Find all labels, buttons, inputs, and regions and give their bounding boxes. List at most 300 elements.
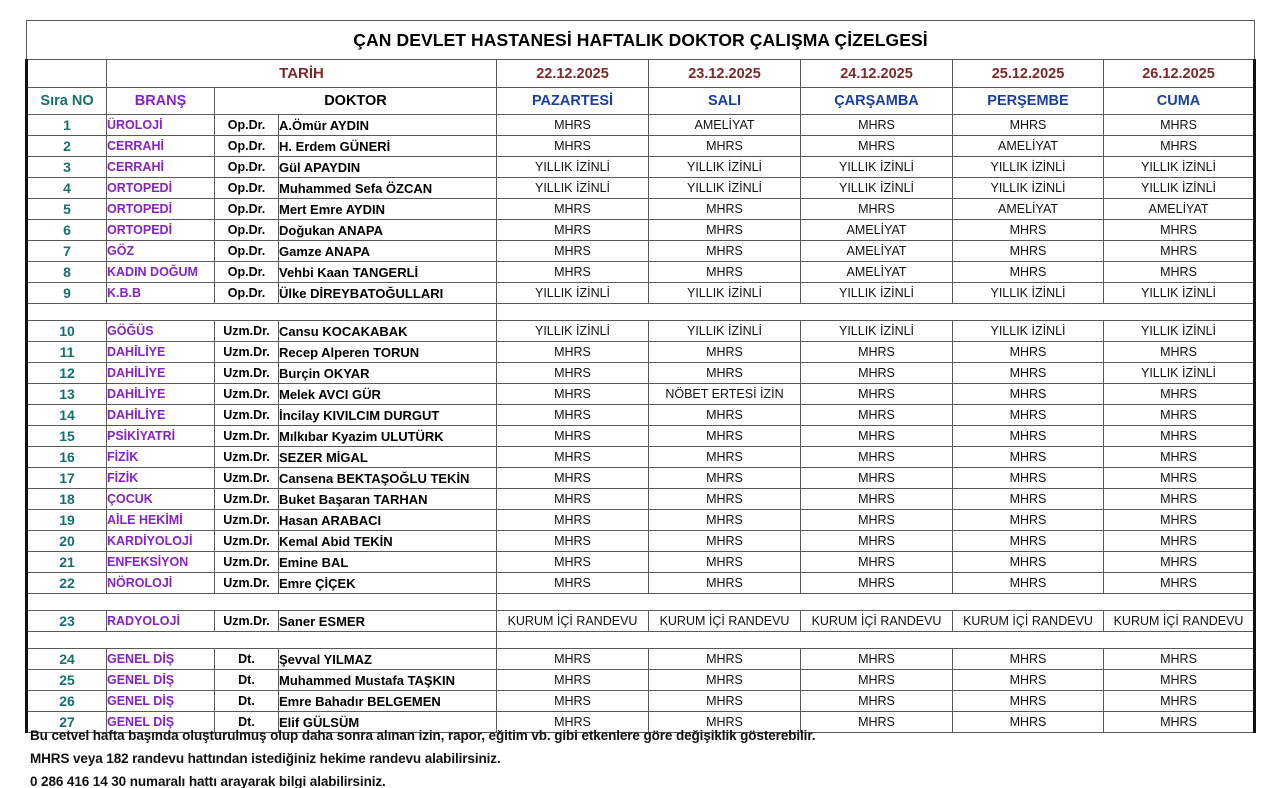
cell-status-day-5[interactable]: YILLIK İZİNLİ bbox=[1104, 283, 1255, 304]
cell-unvan: Uzm.Dr. bbox=[215, 489, 279, 510]
cell-status-day-2[interactable]: MHRS bbox=[649, 649, 801, 670]
cell-unvan: Uzm.Dr. bbox=[215, 552, 279, 573]
cell-brans: ORTOPEDİ bbox=[107, 199, 215, 220]
cell-status-day-4[interactable]: YILLIK İZİNLİ bbox=[953, 283, 1104, 304]
cell-status-day-5[interactable]: MHRS bbox=[1104, 510, 1255, 531]
cell-status-day-5[interactable]: MHRS bbox=[1104, 136, 1255, 157]
cell-status-day-3[interactable]: MHRS bbox=[801, 573, 953, 594]
cell-status-day-5[interactable]: MHRS bbox=[1104, 220, 1255, 241]
table-row bbox=[27, 573, 1255, 594]
cell-status-day-3[interactable]: MHRS bbox=[801, 691, 953, 712]
cell-status-day-4[interactable]: MHRS bbox=[953, 649, 1104, 670]
table-row bbox=[27, 363, 1255, 384]
header-column-row bbox=[27, 88, 1255, 115]
spacer-cell-right bbox=[497, 304, 1255, 321]
cell-status-day-2[interactable]: YILLIK İZİNLİ bbox=[649, 178, 801, 199]
cell-status-day-5[interactable]: MHRS bbox=[1104, 426, 1255, 447]
spacer-cell-left bbox=[27, 594, 497, 611]
cell-brans: FİZİK bbox=[107, 447, 215, 468]
cell-unvan: Op.Dr. bbox=[215, 178, 279, 199]
cell-status-day-4[interactable]: AMELİYAT bbox=[953, 136, 1104, 157]
cell-status-day-4[interactable]: AMELİYAT bbox=[953, 199, 1104, 220]
table-row bbox=[27, 510, 1255, 531]
cell-status-day-4[interactable]: MHRS bbox=[953, 712, 1104, 733]
cell-sira-no: 14 bbox=[27, 405, 107, 426]
cell-status-day-1[interactable]: MHRS bbox=[497, 649, 649, 670]
cell-unvan: Dt. bbox=[215, 670, 279, 691]
cell-status-day-5[interactable]: MHRS bbox=[1104, 670, 1255, 691]
cell-status-day-2[interactable]: MHRS bbox=[649, 573, 801, 594]
cell-status-day-5[interactable]: KURUM İÇİ RANDEVU bbox=[1104, 611, 1255, 632]
cell-status-day-3[interactable]: MHRS bbox=[801, 405, 953, 426]
cell-sira-no: 9 bbox=[27, 283, 107, 304]
cell-status-day-1[interactable]: KURUM İÇİ RANDEVU bbox=[497, 611, 649, 632]
cell-status-day-3[interactable]: MHRS bbox=[801, 447, 953, 468]
header-doktor: DOKTOR bbox=[215, 88, 497, 115]
cell-status-day-5[interactable]: MHRS bbox=[1104, 552, 1255, 573]
cell-status-day-4[interactable]: MHRS bbox=[953, 691, 1104, 712]
cell-unvan: Uzm.Dr. bbox=[215, 531, 279, 552]
cell-doktor-adi: Cansu KOCAKABAK bbox=[279, 321, 497, 342]
cell-status-day-3[interactable]: MHRS bbox=[801, 712, 953, 733]
cell-unvan: Op.Dr. bbox=[215, 283, 279, 304]
cell-sira-no: 26 bbox=[27, 691, 107, 712]
cell-sira-no: 21 bbox=[27, 552, 107, 573]
cell-sira-no: 24 bbox=[27, 649, 107, 670]
cell-status-day-4[interactable]: MHRS bbox=[953, 262, 1104, 283]
cell-sira-no: 19 bbox=[27, 510, 107, 531]
cell-status-day-1[interactable]: MHRS bbox=[497, 573, 649, 594]
cell-unvan: Uzm.Dr. bbox=[215, 510, 279, 531]
spacer-cell-right bbox=[497, 632, 1255, 649]
cell-status-day-2[interactable]: MHRS bbox=[649, 363, 801, 384]
cell-status-day-5[interactable]: MHRS bbox=[1104, 468, 1255, 489]
header-date-1: 22.12.2025 bbox=[497, 60, 649, 88]
cell-doktor-adi: Cansena BEKTAŞOĞLU TEKİN bbox=[279, 468, 497, 489]
cell-status-day-3[interactable]: MHRS bbox=[801, 649, 953, 670]
cell-status-day-4[interactable]: YILLIK İZİNLİ bbox=[953, 321, 1104, 342]
cell-status-day-4[interactable]: MHRS bbox=[953, 241, 1104, 262]
cell-sira-no: 7 bbox=[27, 241, 107, 262]
cell-unvan: Uzm.Dr. bbox=[215, 426, 279, 447]
cell-status-day-5[interactable]: YILLIK İZİNLİ bbox=[1104, 178, 1255, 199]
cell-status-day-3[interactable]: MHRS bbox=[801, 363, 953, 384]
cell-sira-no: 2 bbox=[27, 136, 107, 157]
cell-doktor-adi: Melek AVCI GÜR bbox=[279, 384, 497, 405]
cell-sira-no: 17 bbox=[27, 468, 107, 489]
cell-doktor-adi: İncilay KIVILCIM DURGUT bbox=[279, 405, 497, 426]
spacer-cell-left bbox=[27, 304, 497, 321]
cell-doktor-adi: Emre Bahadır BELGEMEN bbox=[279, 691, 497, 712]
cell-brans: NÖROLOJİ bbox=[107, 573, 215, 594]
table-row bbox=[27, 611, 1255, 632]
cell-status-day-2[interactable]: MHRS bbox=[649, 426, 801, 447]
cell-status-day-3[interactable]: MHRS bbox=[801, 115, 953, 136]
cell-sira-no: 6 bbox=[27, 220, 107, 241]
cell-brans: KARDİYOLOJİ bbox=[107, 531, 215, 552]
header-date-row bbox=[27, 60, 1255, 88]
cell-status-day-4[interactable]: YILLIK İZİNLİ bbox=[953, 157, 1104, 178]
table-row bbox=[27, 342, 1255, 363]
header-date-2: 23.12.2025 bbox=[649, 60, 801, 88]
cell-sira-no: 3 bbox=[27, 157, 107, 178]
cell-status-day-4[interactable]: KURUM İÇİ RANDEVU bbox=[953, 611, 1104, 632]
cell-status-day-5[interactable]: MHRS bbox=[1104, 573, 1255, 594]
cell-status-day-2[interactable]: MHRS bbox=[649, 405, 801, 426]
cell-status-day-1[interactable]: MHRS bbox=[497, 241, 649, 262]
cell-status-day-3[interactable]: MHRS bbox=[801, 199, 953, 220]
header-brans: BRANŞ bbox=[107, 88, 215, 115]
cell-status-day-2[interactable]: MHRS bbox=[649, 670, 801, 691]
cell-status-day-2[interactable]: YILLIK İZİNLİ bbox=[649, 321, 801, 342]
cell-status-day-3[interactable]: MHRS bbox=[801, 384, 953, 405]
block-spacer-row bbox=[27, 594, 1255, 611]
table-row bbox=[27, 384, 1255, 405]
cell-status-day-1[interactable]: YILLIK İZİNLİ bbox=[497, 321, 649, 342]
cell-doktor-adi: Mert Emre AYDIN bbox=[279, 199, 497, 220]
cell-unvan: Uzm.Dr. bbox=[215, 342, 279, 363]
cell-status-day-4[interactable]: MHRS bbox=[953, 510, 1104, 531]
cell-unvan: Uzm.Dr. bbox=[215, 363, 279, 384]
cell-status-day-5[interactable]: MHRS bbox=[1104, 712, 1255, 733]
cell-status-day-2[interactable]: MHRS bbox=[649, 531, 801, 552]
cell-doktor-adi: SEZER MİGAL bbox=[279, 447, 497, 468]
header-day-1: PAZARTESİ bbox=[497, 88, 649, 115]
cell-status-day-3[interactable]: MHRS bbox=[801, 670, 953, 691]
cell-status-day-1[interactable]: YILLIK İZİNLİ bbox=[497, 178, 649, 199]
cell-status-day-1[interactable]: MHRS bbox=[497, 510, 649, 531]
cell-unvan: Uzm.Dr. bbox=[215, 573, 279, 594]
cell-sira-no: 22 bbox=[27, 573, 107, 594]
table-row bbox=[27, 241, 1255, 262]
cell-doktor-adi: Recep Alperen TORUN bbox=[279, 342, 497, 363]
cell-unvan: Uzm.Dr. bbox=[215, 611, 279, 632]
cell-status-day-2[interactable]: KURUM İÇİ RANDEVU bbox=[649, 611, 801, 632]
cell-doktor-adi: Muhammed Sefa ÖZCAN bbox=[279, 178, 497, 199]
cell-brans: ORTOPEDİ bbox=[107, 220, 215, 241]
header-date-5: 26.12.2025 bbox=[1104, 60, 1255, 88]
cell-sira-no: 12 bbox=[27, 363, 107, 384]
cell-sira-no: 5 bbox=[27, 199, 107, 220]
cell-sira-no: 23 bbox=[27, 611, 107, 632]
cell-status-day-4[interactable]: MHRS bbox=[953, 342, 1104, 363]
footer-note-2: MHRS veya 182 randevu hattından istediğiniz hekime randevu alabilirsiniz. bbox=[30, 750, 501, 766]
cell-status-day-2[interactable]: MHRS bbox=[649, 468, 801, 489]
table-row bbox=[27, 178, 1255, 199]
header-date-3: 24.12.2025 bbox=[801, 60, 953, 88]
table-row bbox=[27, 531, 1255, 552]
cell-brans: GENEL DİŞ bbox=[107, 691, 215, 712]
cell-sira-no: 15 bbox=[27, 426, 107, 447]
cell-brans: DAHİLİYE bbox=[107, 342, 215, 363]
cell-doktor-adi: Kemal Abid TEKİN bbox=[279, 531, 497, 552]
cell-status-day-2[interactable]: NÖBET ERTESİ İZİN bbox=[649, 384, 801, 405]
cell-sira-no: 11 bbox=[27, 342, 107, 363]
cell-status-day-1[interactable]: MHRS bbox=[497, 670, 649, 691]
title-row bbox=[27, 21, 1255, 60]
cell-status-day-5[interactable]: YILLIK İZİNLİ bbox=[1104, 157, 1255, 178]
cell-status-day-1[interactable]: MHRS bbox=[497, 426, 649, 447]
cell-sira-no: 1 bbox=[27, 115, 107, 136]
cell-unvan: Uzm.Dr. bbox=[215, 384, 279, 405]
cell-status-day-5[interactable]: MHRS bbox=[1104, 342, 1255, 363]
cell-status-day-1[interactable]: MHRS bbox=[497, 691, 649, 712]
spacer-cell-left bbox=[27, 632, 497, 649]
cell-status-day-5[interactable]: YILLIK İZİNLİ bbox=[1104, 321, 1255, 342]
cell-doktor-adi: Emre ÇİÇEK bbox=[279, 573, 497, 594]
cell-brans: ENFEKSİYON bbox=[107, 552, 215, 573]
cell-status-day-1[interactable]: MHRS bbox=[497, 262, 649, 283]
cell-brans: DAHİLİYE bbox=[107, 405, 215, 426]
cell-brans: DAHİLİYE bbox=[107, 363, 215, 384]
table-row bbox=[27, 468, 1255, 489]
cell-unvan: Uzm.Dr. bbox=[215, 321, 279, 342]
cell-status-day-2[interactable]: YILLIK İZİNLİ bbox=[649, 283, 801, 304]
cell-unvan: Op.Dr. bbox=[215, 262, 279, 283]
cell-status-day-1[interactable]: MHRS bbox=[497, 384, 649, 405]
cell-status-day-3[interactable]: MHRS bbox=[801, 468, 953, 489]
cell-doktor-adi: Burçin OKYAR bbox=[279, 363, 497, 384]
table-row bbox=[27, 447, 1255, 468]
cell-status-day-3[interactable]: YILLIK İZİNLİ bbox=[801, 157, 953, 178]
cell-unvan: Op.Dr. bbox=[215, 157, 279, 178]
cell-status-day-5[interactable]: MHRS bbox=[1104, 405, 1255, 426]
cell-status-day-4[interactable]: MHRS bbox=[953, 552, 1104, 573]
table-row bbox=[27, 157, 1255, 178]
table-row bbox=[27, 136, 1255, 157]
table-row bbox=[27, 115, 1255, 136]
cell-doktor-adi: Elif GÜLSÜM bbox=[279, 712, 497, 733]
table-row bbox=[27, 426, 1255, 447]
cell-status-day-3[interactable]: MHRS bbox=[801, 531, 953, 552]
cell-status-day-1[interactable]: MHRS bbox=[497, 552, 649, 573]
cell-sira-no: 27 bbox=[27, 712, 107, 733]
header-day-2: SALI bbox=[649, 88, 801, 115]
cell-doktor-adi: Gamze ANAPA bbox=[279, 241, 497, 262]
table-row bbox=[27, 220, 1255, 241]
cell-status-day-4[interactable]: MHRS bbox=[953, 573, 1104, 594]
cell-brans: DAHİLİYE bbox=[107, 384, 215, 405]
cell-status-day-3[interactable]: AMELİYAT bbox=[801, 220, 953, 241]
cell-status-day-5[interactable]: MHRS bbox=[1104, 115, 1255, 136]
footer-notes bbox=[30, 728, 1230, 788]
header-day-5: CUMA bbox=[1104, 88, 1255, 115]
table-row bbox=[27, 649, 1255, 670]
cell-status-day-2[interactable]: MHRS bbox=[649, 220, 801, 241]
cell-doktor-adi: Hasan ARABACI bbox=[279, 510, 497, 531]
cell-unvan: Op.Dr. bbox=[215, 199, 279, 220]
footer-note-1: Bu cetvel hafta başında oluşturulmuş olup daha sonra alınan izin, rapor, eğitim vb. gibi etkenlere göre değişiklik gösterebilir. bbox=[30, 728, 816, 743]
cell-brans: FİZİK bbox=[107, 468, 215, 489]
cell-status-day-5[interactable]: MHRS bbox=[1104, 531, 1255, 552]
cell-brans: ÜROLOJİ bbox=[107, 115, 215, 136]
cell-status-day-5[interactable]: MHRS bbox=[1104, 384, 1255, 405]
cell-doktor-adi: Muhammed Mustafa TAŞKIN bbox=[279, 670, 497, 691]
cell-status-day-2[interactable]: MHRS bbox=[649, 489, 801, 510]
cell-doktor-adi: Emine BAL bbox=[279, 552, 497, 573]
table-row bbox=[27, 262, 1255, 283]
table-row bbox=[27, 670, 1255, 691]
cell-brans: GÖZ bbox=[107, 241, 215, 262]
cell-status-day-2[interactable]: MHRS bbox=[649, 136, 801, 157]
cell-doktor-adi: Ülke DİREYBATOĞULLARI bbox=[279, 283, 497, 304]
cell-sira-no: 13 bbox=[27, 384, 107, 405]
cell-status-day-2[interactable]: MHRS bbox=[649, 262, 801, 283]
cell-status-day-4[interactable]: MHRS bbox=[953, 447, 1104, 468]
cell-unvan: Op.Dr. bbox=[215, 136, 279, 157]
cell-doktor-adi: Buket Başaran TARHAN bbox=[279, 489, 497, 510]
cell-status-day-3[interactable]: MHRS bbox=[801, 136, 953, 157]
table-row bbox=[27, 199, 1255, 220]
cell-brans: CERRAHİ bbox=[107, 157, 215, 178]
cell-status-day-1[interactable]: YILLIK İZİNLİ bbox=[497, 283, 649, 304]
cell-doktor-adi: H. Erdem GÜNERİ bbox=[279, 136, 497, 157]
cell-status-day-2[interactable]: MHRS bbox=[649, 241, 801, 262]
cell-unvan: Uzm.Dr. bbox=[215, 447, 279, 468]
cell-doktor-adi: Saner ESMER bbox=[279, 611, 497, 632]
weekly-doctor-schedule-table bbox=[25, 20, 1256, 733]
cell-status-day-3[interactable]: YILLIK İZİNLİ bbox=[801, 178, 953, 199]
cell-brans: ORTOPEDİ bbox=[107, 178, 215, 199]
cell-status-day-4[interactable]: MHRS bbox=[953, 468, 1104, 489]
cell-status-day-4[interactable]: YILLIK İZİNLİ bbox=[953, 178, 1104, 199]
cell-sira-no: 25 bbox=[27, 670, 107, 691]
cell-status-day-5[interactable]: MHRS bbox=[1104, 447, 1255, 468]
cell-brans: RADYOLOJİ bbox=[107, 611, 215, 632]
cell-status-day-5[interactable]: MHRS bbox=[1104, 649, 1255, 670]
cell-status-day-4[interactable]: MHRS bbox=[953, 220, 1104, 241]
cell-brans: KADIN DOĞUM bbox=[107, 262, 215, 283]
cell-status-day-2[interactable]: AMELİYAT bbox=[649, 115, 801, 136]
cell-sira-no: 20 bbox=[27, 531, 107, 552]
cell-sira-no: 16 bbox=[27, 447, 107, 468]
cell-status-day-3[interactable]: YILLIK İZİNLİ bbox=[801, 283, 953, 304]
cell-unvan: Dt. bbox=[215, 712, 279, 733]
cell-status-day-1[interactable]: MHRS bbox=[497, 115, 649, 136]
cell-doktor-adi: Vehbi Kaan TANGERLİ bbox=[279, 262, 497, 283]
block-spacer-row bbox=[27, 304, 1255, 321]
cell-status-day-1[interactable]: MHRS bbox=[497, 712, 649, 733]
cell-unvan: Uzm.Dr. bbox=[215, 468, 279, 489]
cell-sira-no: 10 bbox=[27, 321, 107, 342]
block-spacer-row bbox=[27, 632, 1255, 649]
table-row bbox=[27, 691, 1255, 712]
cell-brans: GENEL DİŞ bbox=[107, 649, 215, 670]
cell-status-day-2[interactable]: YILLIK İZİNLİ bbox=[649, 157, 801, 178]
cell-brans: CERRAHİ bbox=[107, 136, 215, 157]
header-day-3: ÇARŞAMBA bbox=[801, 88, 953, 115]
cell-status-day-5[interactable]: MHRS bbox=[1104, 262, 1255, 283]
cell-status-day-1[interactable]: MHRS bbox=[497, 468, 649, 489]
cell-status-day-1[interactable]: MHRS bbox=[497, 447, 649, 468]
cell-status-day-1[interactable]: MHRS bbox=[497, 136, 649, 157]
cell-status-day-1[interactable]: MHRS bbox=[497, 342, 649, 363]
cell-unvan: Op.Dr. bbox=[215, 220, 279, 241]
cell-status-day-5[interactable]: MHRS bbox=[1104, 691, 1255, 712]
cell-doktor-adi: Gül APAYDIN bbox=[279, 157, 497, 178]
cell-brans: K.B.B bbox=[107, 283, 215, 304]
cell-status-day-5[interactable]: MHRS bbox=[1104, 489, 1255, 510]
cell-status-day-5[interactable]: AMELİYAT bbox=[1104, 199, 1255, 220]
cell-status-day-4[interactable]: MHRS bbox=[953, 531, 1104, 552]
cell-sira-no: 4 bbox=[27, 178, 107, 199]
cell-status-day-1[interactable]: MHRS bbox=[497, 220, 649, 241]
cell-status-day-4[interactable]: MHRS bbox=[953, 384, 1104, 405]
cell-brans: ÇOCUK bbox=[107, 489, 215, 510]
cell-status-day-3[interactable]: MHRS bbox=[801, 342, 953, 363]
cell-status-day-4[interactable]: MHRS bbox=[953, 426, 1104, 447]
cell-status-day-2[interactable]: MHRS bbox=[649, 342, 801, 363]
cell-unvan: Dt. bbox=[215, 691, 279, 712]
cell-status-day-2[interactable]: MHRS bbox=[649, 691, 801, 712]
cell-status-day-3[interactable]: MHRS bbox=[801, 552, 953, 573]
cell-status-day-4[interactable]: MHRS bbox=[953, 670, 1104, 691]
cell-doktor-adi: Doğukan ANAPA bbox=[279, 220, 497, 241]
cell-unvan: Dt. bbox=[215, 649, 279, 670]
cell-status-day-2[interactable]: MHRS bbox=[649, 510, 801, 531]
cell-unvan: Op.Dr. bbox=[215, 115, 279, 136]
cell-brans: AİLE HEKİMİ bbox=[107, 510, 215, 531]
cell-status-day-1[interactable]: MHRS bbox=[497, 363, 649, 384]
spacer-cell-right bbox=[497, 594, 1255, 611]
cell-brans: GÖĞÜS bbox=[107, 321, 215, 342]
cell-status-day-2[interactable]: MHRS bbox=[649, 552, 801, 573]
cell-brans: GENEL DİŞ bbox=[107, 670, 215, 691]
table-row bbox=[27, 552, 1255, 573]
cell-status-day-2[interactable]: MHRS bbox=[649, 712, 801, 733]
cell-doktor-adi: Mılkıbar Kyazim ULUTÜRK bbox=[279, 426, 497, 447]
cell-sira-no: 18 bbox=[27, 489, 107, 510]
header-tarih-label: TARİH bbox=[107, 60, 497, 88]
cell-doktor-adi: A.Ömür AYDIN bbox=[279, 115, 497, 136]
cell-status-day-2[interactable]: MHRS bbox=[649, 447, 801, 468]
cell-status-day-1[interactable]: MHRS bbox=[497, 405, 649, 426]
cell-status-day-3[interactable]: MHRS bbox=[801, 426, 953, 447]
table-row bbox=[27, 321, 1255, 342]
cell-status-day-4[interactable]: MHRS bbox=[953, 363, 1104, 384]
cell-status-day-3[interactable]: AMELİYAT bbox=[801, 262, 953, 283]
cell-status-day-1[interactable]: MHRS bbox=[497, 531, 649, 552]
cell-status-day-5[interactable]: YILLIK İZİNLİ bbox=[1104, 363, 1255, 384]
cell-status-day-3[interactable]: AMELİYAT bbox=[801, 241, 953, 262]
cell-status-day-3[interactable]: KURUM İÇİ RANDEVU bbox=[801, 611, 953, 632]
cell-status-day-4[interactable]: MHRS bbox=[953, 405, 1104, 426]
header-date-4: 25.12.2025 bbox=[953, 60, 1104, 88]
header-blank-corner bbox=[27, 60, 107, 88]
cell-doktor-adi: Şevval YILMAZ bbox=[279, 649, 497, 670]
table-row bbox=[27, 489, 1255, 510]
cell-unvan: Op.Dr. bbox=[215, 241, 279, 262]
cell-brans: PSİKİYATRİ bbox=[107, 426, 215, 447]
cell-status-day-4[interactable]: MHRS bbox=[953, 489, 1104, 510]
cell-status-day-1[interactable]: YILLIK İZİNLİ bbox=[497, 157, 649, 178]
header-day-4: PERŞEMBE bbox=[953, 88, 1104, 115]
table-row bbox=[27, 283, 1255, 304]
cell-unvan: Uzm.Dr. bbox=[215, 405, 279, 426]
page-title: ÇAN DEVLET HASTANESİ HAFTALIK DOKTOR ÇALIŞMA ÇİZELGESİ bbox=[27, 21, 1255, 60]
cell-status-day-1[interactable]: MHRS bbox=[497, 489, 649, 510]
cell-status-day-3[interactable]: MHRS bbox=[801, 489, 953, 510]
cell-status-day-3[interactable]: MHRS bbox=[801, 510, 953, 531]
cell-status-day-5[interactable]: MHRS bbox=[1104, 241, 1255, 262]
cell-status-day-3[interactable]: YILLIK İZİNLİ bbox=[801, 321, 953, 342]
cell-status-day-2[interactable]: MHRS bbox=[649, 199, 801, 220]
cell-status-day-1[interactable]: MHRS bbox=[497, 199, 649, 220]
cell-status-day-4[interactable]: MHRS bbox=[953, 115, 1104, 136]
cell-brans: GENEL DİŞ bbox=[107, 712, 215, 733]
table-row bbox=[27, 405, 1255, 426]
cell-sira-no: 8 bbox=[27, 262, 107, 283]
